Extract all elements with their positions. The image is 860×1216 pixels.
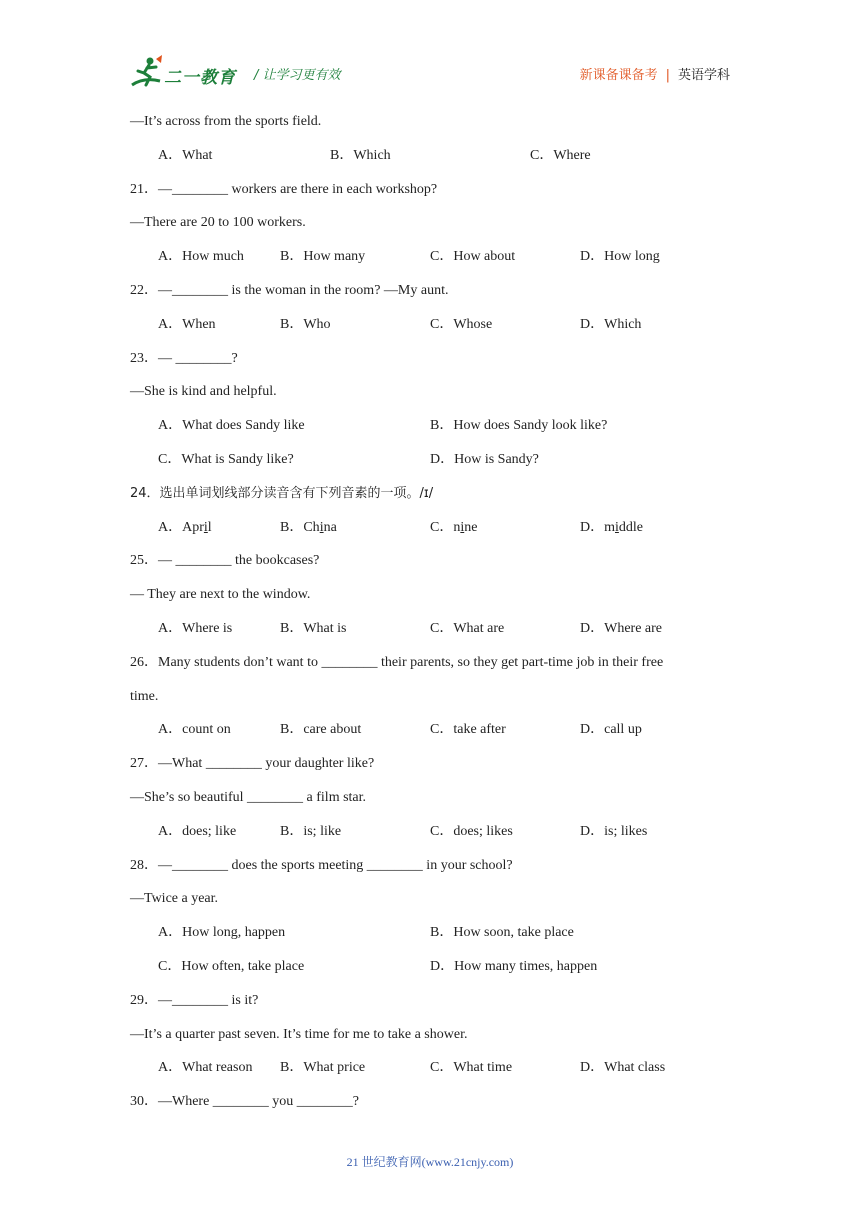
q25-options	[130, 619, 730, 653]
header-slogan: / 让学习更有效	[254, 68, 341, 83]
page-footer: 21 世纪教育网(www.21cnjy.com)	[346, 1155, 514, 1169]
q28-stem: 28．—________ does the sports meeting ________ in your school?	[130, 857, 513, 873]
option-d: D．is; likes	[580, 823, 648, 839]
q23-options-row1	[130, 416, 730, 450]
header-separator: |	[665, 68, 670, 83]
option-d: D．How many times, happen	[430, 958, 598, 974]
q27-answer-line: —She’s so beautiful ________ a film star.	[130, 789, 367, 805]
header-subject: 英语学科	[677, 68, 730, 83]
option-a: A．What does Sandy like	[158, 418, 305, 434]
q21-stem: 21．—________ workers are there in each workshop?	[130, 181, 438, 197]
option-a: A．does; like	[158, 823, 237, 839]
option-suffix: na	[323, 519, 337, 535]
q29-answer-line: —It’s a quarter past seven. It’s time for me to take a shower.	[130, 1026, 468, 1042]
option-c: C．How often, take place	[158, 958, 305, 974]
option-a: A．What reason	[158, 1060, 253, 1076]
q20-options	[130, 146, 730, 180]
option-b: B．How soon, take place	[430, 925, 574, 941]
option-b	[280, 518, 337, 538]
q24-options	[130, 518, 730, 552]
option-b: B．Who	[280, 316, 331, 332]
page-header	[130, 55, 730, 91]
q30-stem: 30．—Where ________ you ________?	[130, 1094, 360, 1110]
q21-options	[130, 247, 730, 281]
option-b: B．What price	[280, 1060, 366, 1076]
option-c: C．How about	[430, 249, 516, 265]
q27-stem: 27．—What ________ your daughter like?	[130, 756, 375, 772]
option-a: A．What	[158, 147, 213, 163]
q22-stem: 22．—________ is the woman in the room? —My aunt.	[130, 282, 449, 298]
option-c: C．take after	[430, 722, 506, 738]
q28-options-row2	[130, 957, 730, 991]
option-d: D．Where are	[580, 620, 663, 636]
question-list	[130, 112, 730, 1126]
underlined-letter: i	[203, 519, 208, 535]
option-b: B．Which	[330, 147, 391, 163]
option-prefix: A．Apr	[158, 519, 204, 535]
option-prefix: D．m	[580, 519, 615, 535]
q24-stem: 24．选出单词划线部分读音含有下列音素的一项。/ɪ/	[130, 485, 434, 501]
header-tagline: 新课备课备考	[579, 68, 658, 83]
q29-stem: 29．—________ is it?	[130, 992, 259, 1008]
option-d: D．Which	[580, 316, 642, 332]
q23-answer-line: —She is kind and helpful.	[130, 384, 277, 400]
option-b: B．is; like	[280, 823, 342, 839]
option-a: A．Where is	[158, 620, 233, 636]
q23-options-row2	[130, 450, 730, 484]
option-d: D．call up	[580, 722, 642, 738]
underlined-letter: i	[615, 519, 619, 535]
option-a: A．When	[158, 316, 216, 332]
option-d: D．How long	[580, 249, 660, 265]
option-c: C．does; likes	[430, 823, 513, 839]
underlined-letter: i	[460, 519, 465, 535]
logo	[130, 55, 250, 91]
q21-answer-line: —There are 20 to 100 workers.	[130, 215, 306, 231]
option-a: A．How long, happen	[158, 925, 286, 941]
option-suffix: l	[207, 519, 212, 535]
option-prefix: C．n	[430, 519, 461, 535]
option-c	[430, 518, 477, 538]
option-c: C．What time	[430, 1060, 513, 1076]
q22-options	[130, 315, 730, 349]
logo-text: 二一教育	[164, 68, 236, 88]
option-c: C．What is Sandy like?	[158, 451, 294, 467]
q28-options-row1	[130, 923, 730, 957]
q26-stem-continued: time.	[130, 688, 159, 704]
option-d: D．How is Sandy?	[430, 451, 539, 467]
underlined-letter: i	[319, 519, 324, 535]
option-c: C．What are	[430, 620, 505, 636]
q27-options	[130, 822, 730, 856]
option-b: B．What is	[280, 620, 347, 636]
option-c: C．Where	[530, 147, 591, 163]
q29-options	[130, 1058, 730, 1092]
option-prefix: B．Ch	[280, 519, 320, 535]
option-d	[580, 518, 643, 538]
option-a: A．count on	[158, 722, 231, 738]
runner-logo-icon	[130, 55, 164, 91]
option-a: A．How much	[158, 249, 244, 265]
q26-options	[130, 720, 730, 754]
q28-answer-line: —Twice a year.	[130, 891, 219, 907]
option-a	[158, 518, 212, 538]
q23-stem: 23．— ________?	[130, 350, 238, 366]
q20-answer-line: —It’s across from the sports field.	[130, 114, 322, 129]
header-right	[580, 64, 730, 83]
q25-stem: 25．— ________ the bookcases?	[130, 553, 320, 569]
option-b: B．care about	[280, 722, 362, 738]
option-suffix: ne	[464, 519, 478, 535]
option-suffix: ddle	[618, 519, 643, 535]
option-d: D．What class	[580, 1060, 666, 1076]
option-b: B．How does Sandy look like?	[430, 418, 608, 434]
q26-stem: 26．Many students don’t want to ________ their parents, so they get part-time job in their free	[130, 654, 664, 670]
option-b: B．How many	[280, 249, 366, 265]
option-c: C．Whose	[430, 316, 493, 332]
q25-answer-line: — They are next to the window.	[130, 587, 311, 603]
